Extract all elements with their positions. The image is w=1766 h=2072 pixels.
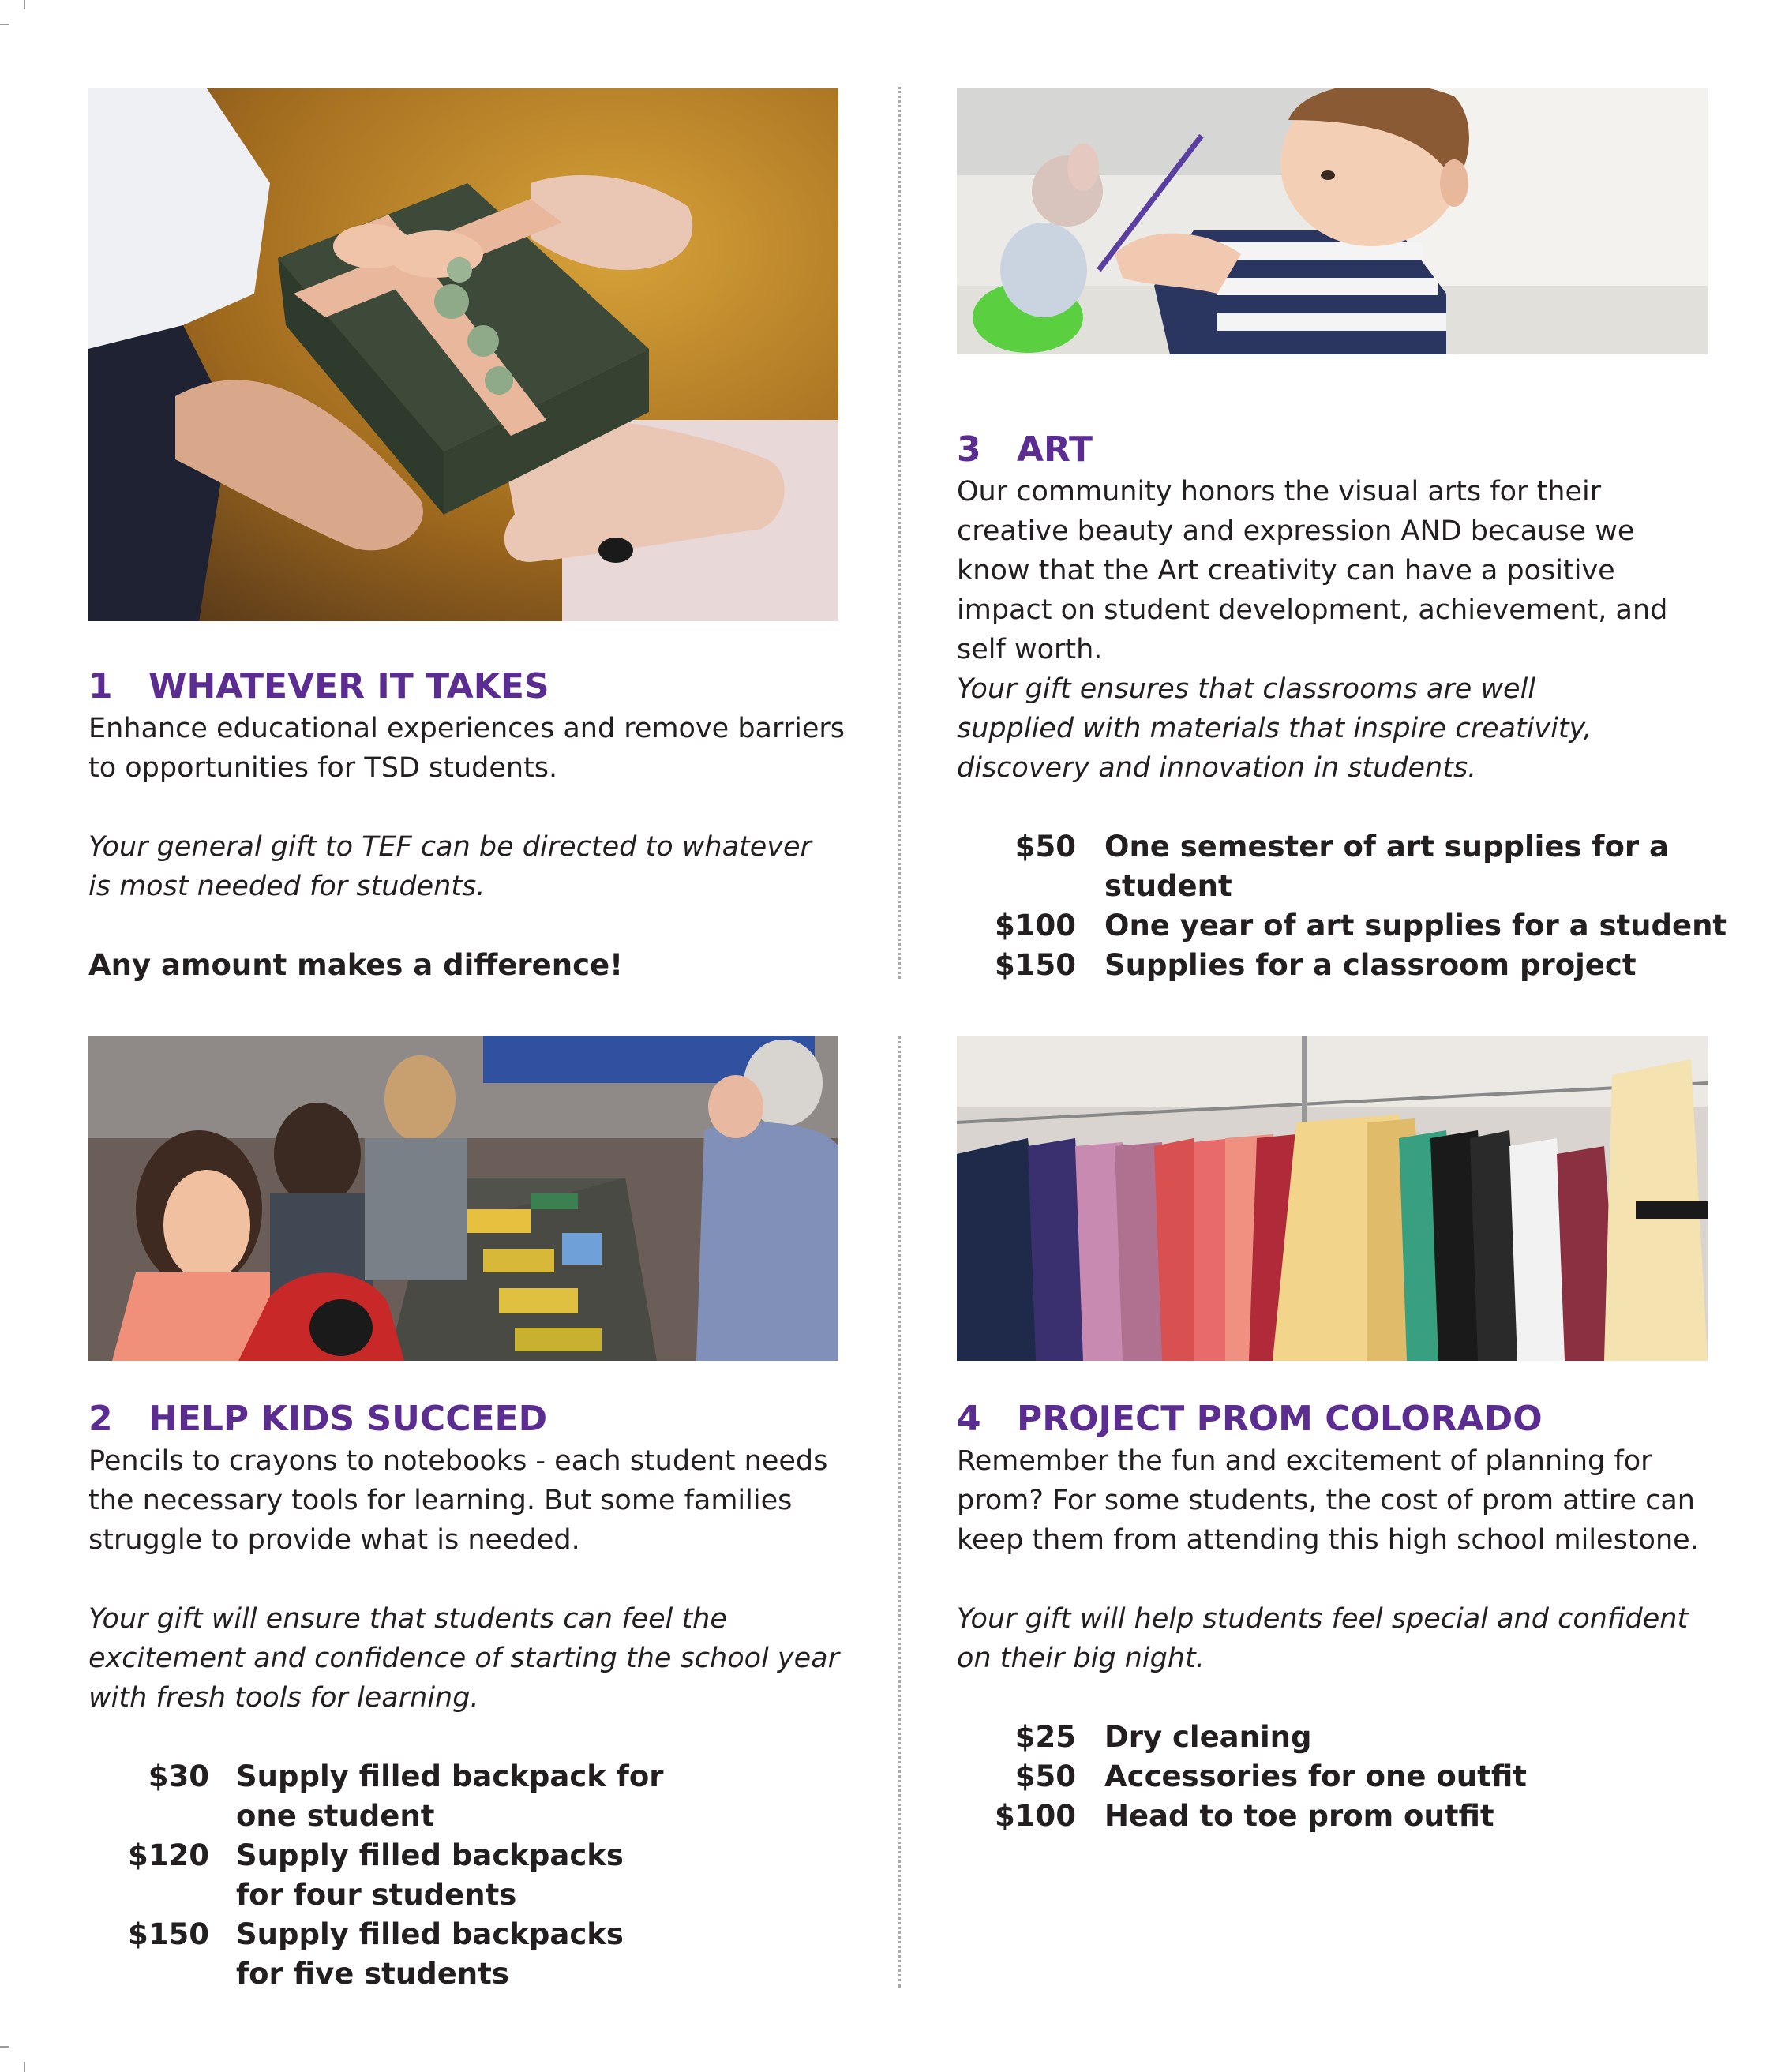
giving-tier [957,1797,1667,1836]
tier-description: Accessories for one outfit [1104,1759,1527,1793]
section-art [900,0,1766,1018]
tier-amount: $30 [148,1759,209,1793]
tier-amount: $100 [995,909,1076,942]
section-gift-note: Your gift will help students feel special and confident on their big night. [957,1603,1689,1674]
crop-mark [24,2062,25,2072]
giving-tiers [88,1757,799,1994]
giving-tiers [957,827,1746,985]
tier-amount: $25 [1014,1720,1076,1754]
section-heading [88,666,549,707]
crop-mark [0,2046,9,2048]
tier-description: Supplies for a classroom project [1104,948,1637,982]
giving-tier [957,946,1746,985]
section-title: PROJECT PROM COLORADO [1017,1399,1543,1439]
giving-tiers [957,1718,1667,1836]
tier-amount: $100 [995,1799,1076,1833]
gift-box-photo [88,88,838,621]
child-painting-illustration [957,88,1708,354]
section-title: WHATEVER IT TAKES [148,666,549,706]
section-number: 3 [957,429,981,470]
section-project-prom [900,1018,1766,2044]
section-heading [957,429,1093,470]
prom-dresses-photo [957,1036,1708,1361]
section-title: ART [1017,429,1093,470]
section-number: 4 [957,1399,981,1439]
giving-tier [957,906,1746,946]
gift-box-illustration [88,88,838,621]
tier-amount: $120 [128,1838,209,1872]
section-heading [957,1399,1543,1440]
tier-amount: $50 [1014,830,1076,864]
giving-tier [88,1836,799,1915]
prom-dresses-illustration [957,1036,1708,1361]
tier-description: Supply filled backpack for one student [236,1759,664,1833]
giving-tier [88,1757,799,1836]
tier-description: Head to toe prom outfit [1104,1799,1494,1833]
tier-amount: $150 [995,948,1076,982]
section-intro: Pencils to crayons to notebooks - each student needs the necessary tools for learning. But some families struggle to provide what is needed. [88,1445,828,1556]
school-supplies-illustration [88,1036,838,1361]
tier-amount: $50 [1014,1759,1076,1793]
tier-description: Supply filled backpacks for four students [236,1838,624,1912]
tier-description: One year of art supplies for a student [1104,909,1727,942]
section-heading [88,1399,547,1440]
section-gift-note: Your gift ensures that classrooms are well supplied with materials that inspire creativity, discovery and innovation in students. [957,673,1592,784]
section-number: 1 [88,666,113,706]
giving-tier [957,1757,1667,1797]
section-whatever-it-takes [0,0,898,1018]
section-intro: Remember the fun and excitement of planning for prom? For some students, the cost of prom attire can keep them from attending this high school milestone. [957,1445,1699,1556]
giving-tier [88,1915,799,1994]
section-help-kids-succeed [0,1018,898,2044]
tier-amount: $150 [128,1917,209,1951]
section-gift-note: Your general gift to TEF can be directed to whatever is most needed for students. [88,831,812,902]
giving-tier [957,827,1746,906]
section-intro: Our community honors the visual arts for their creative beauty and expression AND because we know that the Art creativity can have a positive impact on student development, achievement, and self worth. [957,476,1668,665]
giving-tier [957,1718,1667,1757]
tier-description: One semester of art supplies for a student [1104,830,1669,903]
school-supplies-photo [88,1036,838,1361]
section-intro: Enhance educational experiences and remove barriers to opportunities for TSD students. [88,713,846,784]
child-painting-photo [957,88,1708,354]
section-gift-note: Your gift will ensure that students can feel the excitement and confidence of starting the school year with fresh tools for learning. [88,1603,839,1714]
section-number: 2 [88,1399,113,1439]
tier-description: Dry cleaning [1104,1720,1312,1754]
section-closing: Any amount makes a difference! [88,948,623,982]
section-title: HELP KIDS SUCCEED [148,1399,548,1439]
tier-description: Supply filled backpacks for five students [236,1917,624,1991]
